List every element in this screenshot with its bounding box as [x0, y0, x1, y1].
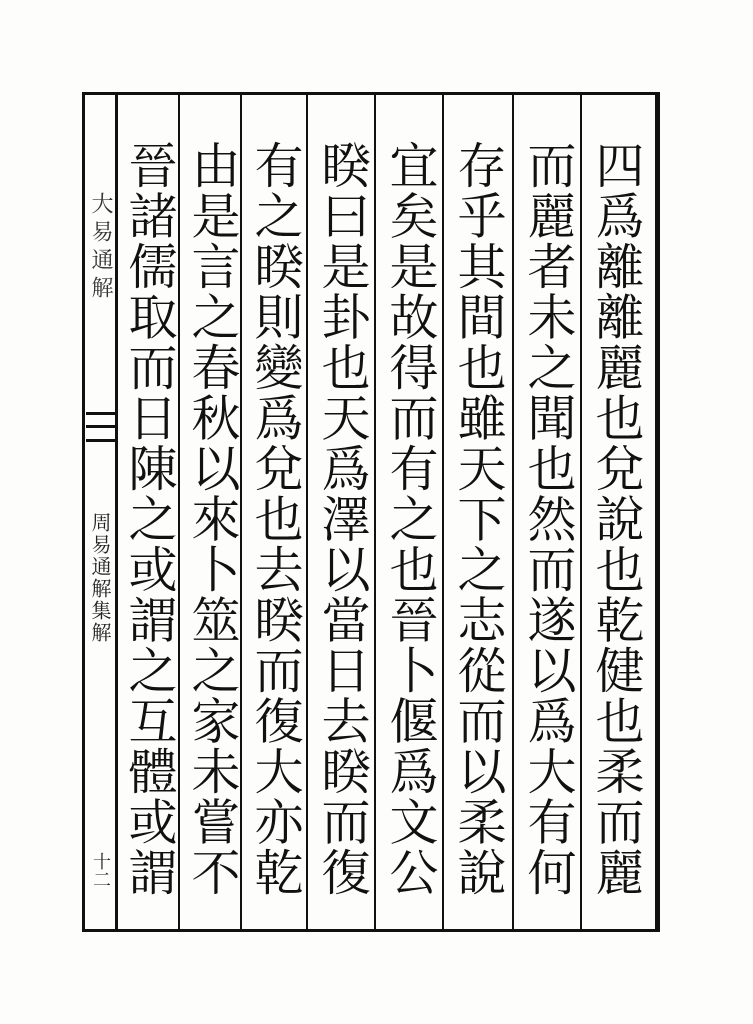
fish-tail-mark [86, 412, 116, 442]
margin-page-number: 十二 [90, 852, 111, 888]
column-divider [442, 95, 444, 929]
text-column-4: 宜矣是故得而有之也晉卜偃爲文公 [382, 140, 439, 898]
text-column-7: 由是言之春秋以來卜筮之家未嘗不 [184, 140, 241, 898]
column-divider [374, 95, 376, 929]
text-column-5: 睽曰是卦也天爲澤以當日去睽而復 [314, 140, 371, 898]
column-divider [580, 95, 582, 929]
text-column-6: 有之睽則變爲兌也去睽而復大亦乾 [247, 140, 304, 898]
text-column-1: 四爲離離麗也兌說也乾健也柔而麗 [588, 140, 645, 898]
text-column-8: 晉諸儒取而日陳之或謂之互體或謂 [121, 140, 178, 898]
text-column-2: 而麗者未之聞也然而遂以爲大有何 [520, 140, 577, 898]
column-divider [306, 95, 308, 929]
column-divider [512, 95, 514, 929]
margin-book-title: 周易通解集解 [88, 512, 112, 644]
page-margin-strip [82, 92, 118, 932]
text-column-3: 存乎其間也雖天下之志從而以柔說 [450, 140, 507, 898]
margin-top-text: 大易通解 [88, 192, 113, 304]
